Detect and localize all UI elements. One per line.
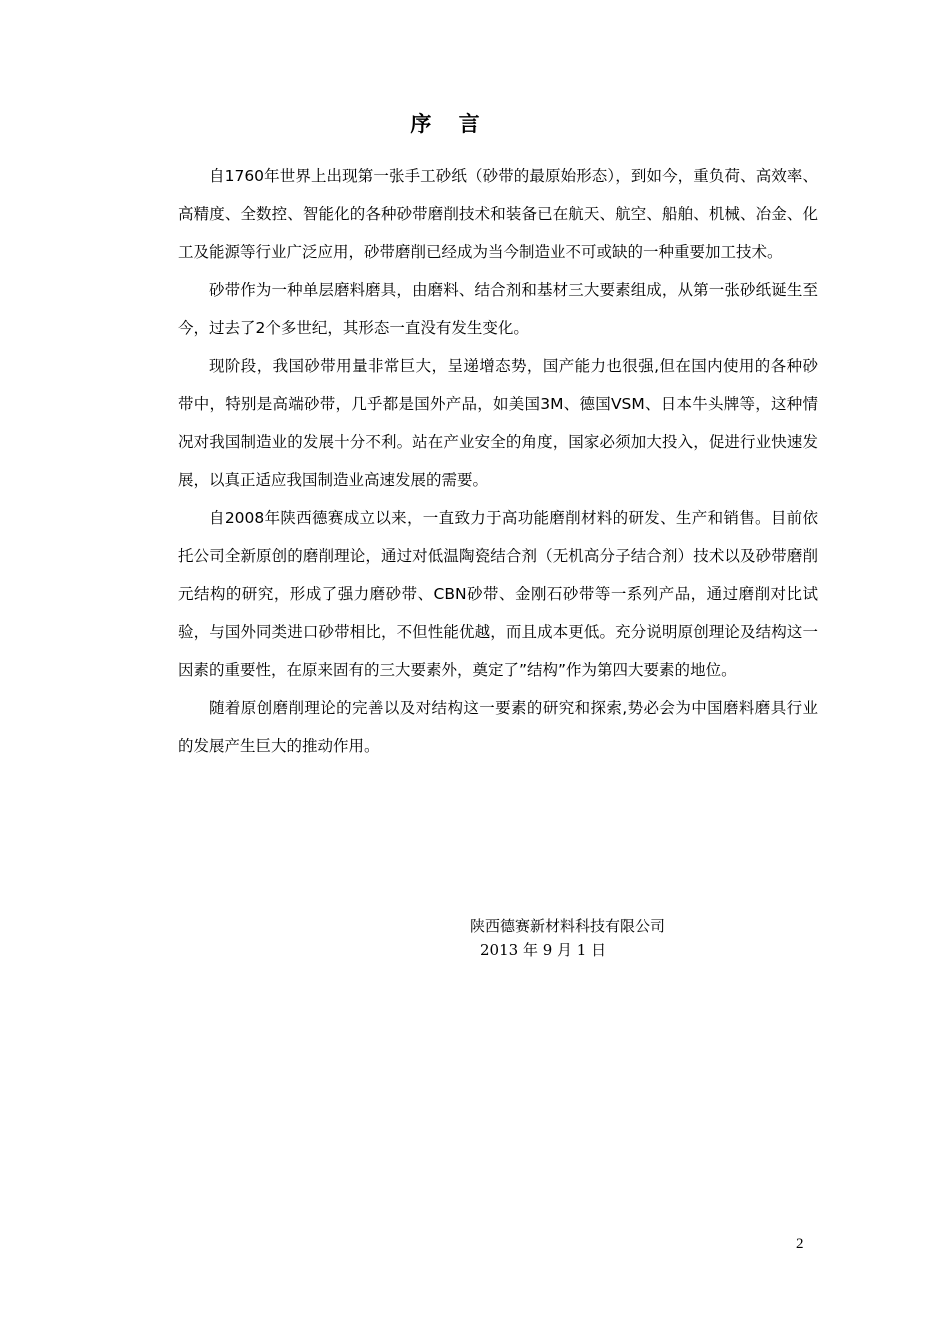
signature-date: 2013 年 9 月 1 日 <box>480 941 607 959</box>
document-body <box>178 157 818 765</box>
paragraph-current-status: 现阶段，我国砂带用量非常巨大，呈递增态势，国产能力也很强,但在国内使用的各种砂带中，特别是高端砂带，几乎都是国外产品，如美国3M、德国VSM、日本牛头牌等，这种情况对我国制造业的发展十分不利。站在产业安全的角度，国家必须加大投入，促进行业快速发展，以真正适应我国制造业高速发展的需要。 <box>178 357 818 489</box>
paragraph-outlook: 随着原创磨削理论的完善以及对结构这一要素的研究和探索,势必会为中国磨料磨具行业的发展产生巨大的推动作用。 <box>178 699 818 755</box>
paragraph-composition: 砂带作为一种单层磨料磨具，由磨料、结合剂和基材三大要素组成，从第一张砂纸诞生至今，过去了2个多世纪，其形态一直没有发生变化。 <box>178 281 818 337</box>
paragraph-company: 自2008年陕西德赛成立以来，一直致力于高功能磨削材料的研发、生产和销售。目前依托公司全新原创的磨削理论，通过对低温陶瓷结合剂（无机高分子结合剂）技术以及砂带磨削元结构的研究，形成了强力磨砂带、CBN砂带、金刚石砂带等一系列产品，通过磨削对比试验，与国外同类进口砂带相比，不但性能优越，而且成本更低。充分说明原创理论及结构这一因素的重要性，在原来固有的三大要素外，奠定了”结构”作为第四大要素的地位。 <box>178 509 818 679</box>
signature-company: 陕西德赛新材料科技有限公司 <box>470 917 666 935</box>
signature-block <box>470 914 665 962</box>
page-title: 序 言 <box>410 112 490 136</box>
page-number: 2 <box>796 1236 804 1252</box>
paragraph-history: 自1760年世界上出现第一张手工砂纸（砂带的最原始形态），到如今，重负荷、高效率、高精度、全数控、智能化的各种砂带磨削技术和装备已在航天、航空、船舶、机械、冶金、化工及能源等行业广泛应用，砂带磨削已经成为当今制造业不可或缺的一种重要加工技术。 <box>178 167 818 261</box>
